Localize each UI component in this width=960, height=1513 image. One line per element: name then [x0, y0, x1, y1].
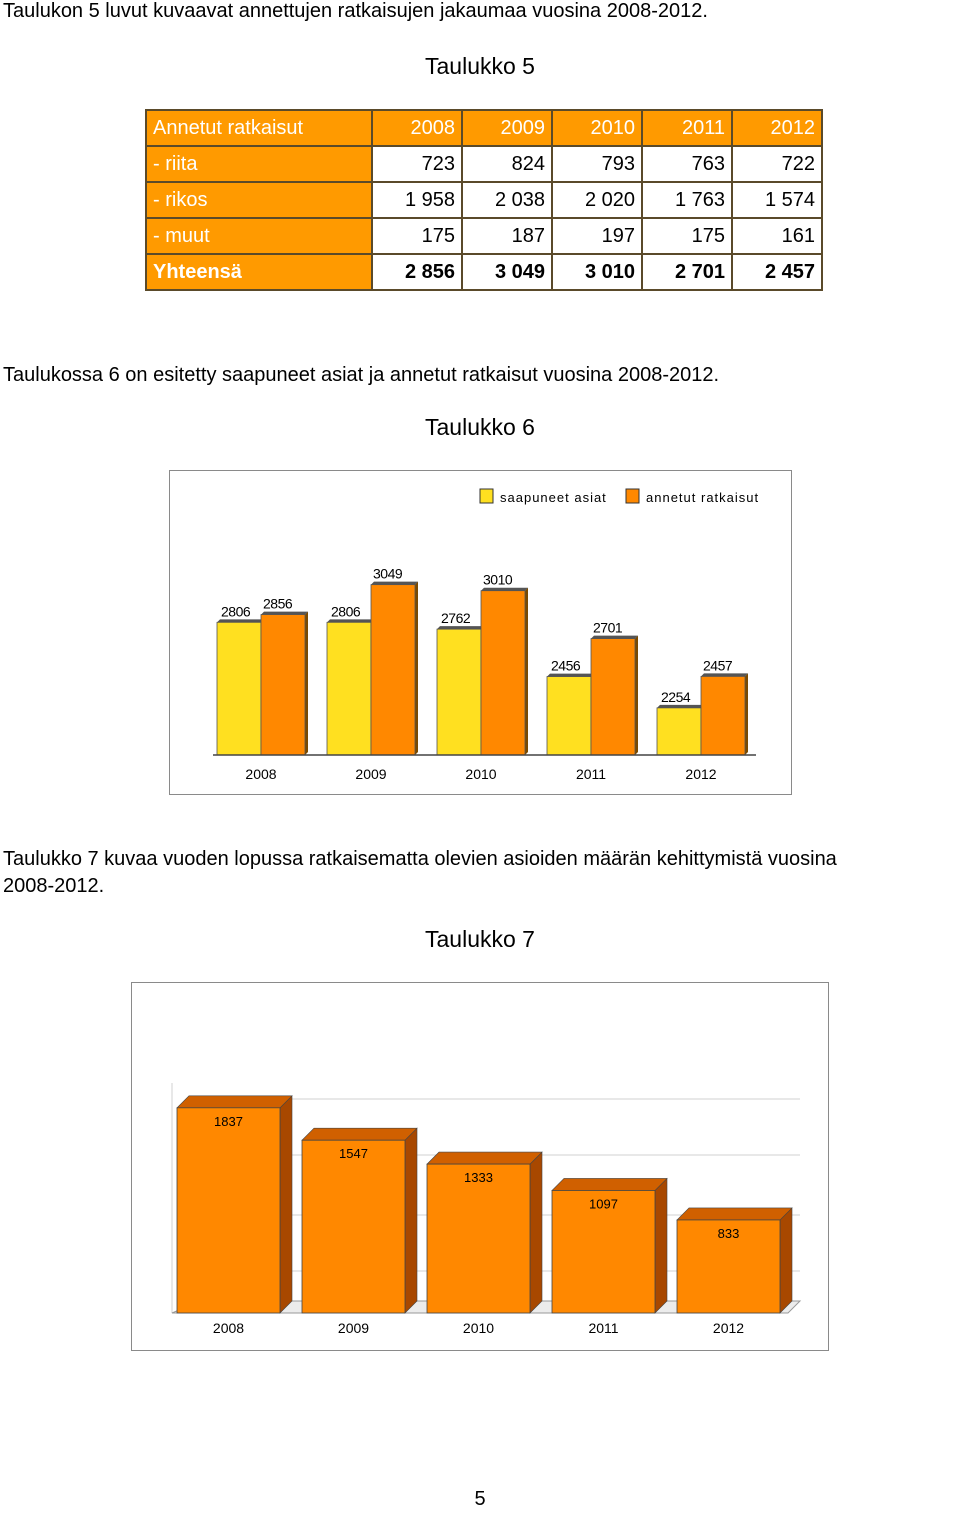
bar-top [701, 673, 748, 676]
table5 [145, 109, 823, 291]
data-label: 1333 [464, 1170, 493, 1186]
bar-side [405, 1128, 417, 1313]
row-label: - rikos [146, 182, 372, 218]
x-tick-label: 2011 [588, 1320, 619, 1336]
header-cell: 2012 [732, 110, 822, 146]
x-tick-label: 2009 [355, 766, 387, 782]
legend-label: saapuneet asiat [500, 490, 607, 505]
bar-top [547, 674, 594, 677]
x-tick-label: 2008 [212, 1320, 245, 1336]
table-cell: 722 [732, 146, 822, 182]
page-number: 5 [474, 1488, 486, 1510]
table-row [146, 182, 822, 218]
header-cell: 2008 [372, 110, 462, 146]
paragraph-2: Taulukossa 6 on esitetty saapuneet asiat ja annetut ratkaisut vuosina 2008-2012. [3, 364, 720, 386]
bar-top [552, 1178, 667, 1190]
table-cell: 824 [462, 146, 552, 182]
legend-swatch [626, 489, 639, 503]
bar-side [530, 1152, 542, 1313]
bar-top [437, 626, 484, 629]
table-cell: 175 [372, 218, 462, 254]
table5-caption: Taulukko 5 [425, 53, 535, 79]
bar-top [261, 612, 308, 615]
bar-top [371, 582, 418, 585]
bar [547, 677, 591, 755]
bar [427, 1164, 530, 1313]
header-cell: 2011 [642, 110, 732, 146]
bar-side [415, 582, 418, 755]
data-label: 1097 [589, 1196, 618, 1212]
data-label: 2456 [551, 657, 581, 674]
chart7-frame [131, 982, 829, 1351]
bar [701, 676, 745, 755]
table-cell: 2 038 [462, 182, 552, 218]
bar-side [655, 1178, 667, 1313]
bar-side [525, 588, 528, 755]
x-tick-label: 2009 [337, 1320, 370, 1336]
bar-top [677, 1208, 792, 1220]
table-cell: 187 [462, 218, 552, 254]
bar-top [302, 1128, 417, 1140]
bar [327, 622, 371, 755]
table-cell: 763 [642, 146, 732, 182]
data-label: 2701 [593, 619, 623, 636]
bar [177, 1108, 280, 1313]
table-cell: 1 958 [372, 182, 462, 218]
bar [371, 585, 415, 755]
bar [437, 629, 481, 755]
data-label: 3010 [483, 571, 513, 588]
table-header-row [146, 110, 822, 146]
bar-top [427, 1152, 542, 1164]
bar-side [745, 673, 748, 755]
table-cell: 3 010 [552, 254, 642, 290]
bar-side [780, 1208, 792, 1313]
header-cell: 2009 [462, 110, 552, 146]
table-cell: 2 020 [552, 182, 642, 218]
table-cell: 2 856 [372, 254, 462, 290]
table-cell: 175 [642, 218, 732, 254]
table-cell: 793 [552, 146, 642, 182]
bar-top [217, 619, 264, 622]
bar [302, 1140, 405, 1313]
table-cell: 1 574 [732, 182, 822, 218]
bar [591, 639, 635, 755]
paragraph-3-line2: 2008-2012. [3, 875, 105, 897]
bar-top [327, 619, 374, 622]
bar-side [280, 1096, 292, 1313]
table-total-row [146, 254, 822, 290]
paragraph-3-line1: Taulukko 7 kuvaa vuoden lopussa ratkaisematta olevien asioiden määrän kehittymistä vuosina [3, 848, 837, 870]
bar-top [591, 636, 638, 639]
legend-label: annetut ratkaisut [646, 490, 760, 505]
data-label: 2806 [331, 603, 361, 620]
data-label: 2806 [221, 603, 251, 620]
data-label: 2762 [441, 610, 471, 627]
data-label: 2856 [263, 595, 293, 612]
data-label: 2254 [661, 688, 691, 705]
table-cell: 197 [552, 218, 642, 254]
data-label: 1837 [214, 1113, 243, 1129]
bar-side [635, 636, 638, 755]
x-tick-label: 2010 [462, 1320, 495, 1336]
header-cell: Annetut ratkaisut [146, 110, 372, 146]
row-label: - muut [146, 218, 372, 254]
table-cell: 723 [372, 146, 462, 182]
table-cell: 1 763 [642, 182, 732, 218]
intro-paragraph: Taulukon 5 luvut kuvaavat annettujen ratkaisujen jakaumaa vuosina 2008-2012. [3, 0, 708, 22]
x-tick-label: 2011 [575, 766, 607, 782]
data-label: 3049 [373, 565, 403, 582]
table-row [146, 146, 822, 182]
bar [261, 615, 305, 755]
chart6-svg [170, 471, 791, 794]
bar [481, 591, 525, 755]
x-tick-label: 2012 [685, 766, 717, 782]
chart7-caption: Taulukko 7 [425, 926, 535, 952]
x-tick-label: 2012 [712, 1320, 745, 1336]
bar [657, 708, 701, 755]
chart6-caption: Taulukko 6 [425, 414, 535, 440]
data-label: 833 [717, 1225, 740, 1241]
bar [217, 622, 261, 755]
legend-swatch [480, 489, 493, 503]
chart7-svg [132, 983, 828, 1350]
bar-top [481, 588, 528, 591]
data-label: 1547 [339, 1146, 368, 1162]
table-cell: 161 [732, 218, 822, 254]
table-row [146, 218, 822, 254]
table-cell: 2 701 [642, 254, 732, 290]
bar-top [657, 705, 704, 708]
table-cell: 3 049 [462, 254, 552, 290]
data-label: 2457 [703, 657, 733, 674]
chart6-frame [169, 470, 792, 795]
header-cell: 2010 [552, 110, 642, 146]
row-label: Yhteensä [146, 254, 372, 290]
x-tick-label: 2008 [245, 766, 277, 782]
bar-side [305, 612, 308, 755]
row-label: - riita [146, 146, 372, 182]
table-cell: 2 457 [732, 254, 822, 290]
bar-top [177, 1096, 292, 1108]
x-tick-label: 2010 [465, 766, 497, 782]
